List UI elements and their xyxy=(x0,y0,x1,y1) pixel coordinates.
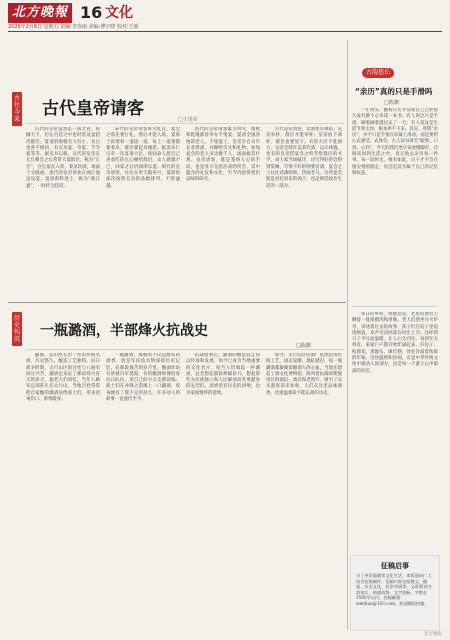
article1-byline: □王吴军 xyxy=(178,117,198,123)
article3-tag: 历史钩沉 xyxy=(12,312,22,346)
article2-body: 一年到头，翻看日历才发现自己已经很久没有静下心来读一本书。有人说这只是手滑，刷着刷着就过去了一天；有人说这是生活节奏太快，根本停不下来。其实，所谓“亲历”，并不只是手指在屏幕上滑动，而是要用心去感受、去体会。古人读书讲究“眼到、口到、心到”，今天的我们更应该放慢脚步，让阅读回到生活之中，真正地去亲历每一件事、每一段时光。唯有如此，日子才不会在指尖悄悄溜走，而会沉淀为属于自己的记忆和收获。 xyxy=(352,108,438,176)
page-footer: 北方晚报 xyxy=(424,632,442,637)
article-separator xyxy=(8,302,346,303)
article2-byline: □陈渊 xyxy=(384,100,399,106)
masthead-rule xyxy=(8,31,442,32)
article1-title: 古代皇帝请客 xyxy=(42,99,144,119)
masthead-subline: 2026年2月6日 星期五 责编:李春丽 美编:傅宇晓 校对:王丽 xyxy=(8,24,139,30)
right-separator xyxy=(352,306,438,307)
article1-column-1: 古代的皇帝虽然是一国之君，权倾天下，但在宫廷之中也时常设宴招待群臣。宴请的规模有大有小，名目也各不相同，有庆功宴、寿宴、节令宴等等。据史书记载，汉代的皇帝在元旦朝会之后常常大宴群臣，称为“正会”，百官依次入席，奏乐饮酒，场面十分隆重。唐代的皇帝喜欢在曲江池边设宴，宴请新科进士，称为“曲江宴”，一时传为佳话。 xyxy=(26,127,100,189)
article2-title: “亲历”真的只是手滑吗 xyxy=(355,87,433,96)
article1-column-3: 清代的皇帝请客最为讲究，康熙和乾隆都曾举办千叟宴，宴请全国各地的老人。千叟宴上，皇帝亲自为年长者斟酒，并赐给诗文和礼物。参加宴会的老人多达数千人，场面极其壮观。皇帝请客，既是笼络人心的手段，也是显示皇恩浩荡的机会，其中蕴含的礼仪和文化，至今仍值得我们品味和研究。 xyxy=(186,127,260,183)
article1-column-2: 宋代的皇帝请客讲究礼仪，宴会之前先要行礼，然后才能入席。宴席上的菜肴一道接一道，每上一道菜都要奏乐，群臣要起身谢恩。据说宋仁宗有一次宴请大臣，席间命人把自己喜欢吃的点心赐给群臣，众人感激不已，回家之后仍津津乐道。明代的皇帝请客，往往在奉天殿举行，宴席的座次按照官员的品级排列，不得逾越。 xyxy=(106,127,180,189)
article3-column-2: 一瓶潞酒，承载的不仅是醇厚的酒香，更是军民鱼水情深的历史记忆。在那段艰苦的岁月里，酿酒作坊有的被日军焚毁，有的酿酒师傅投身抗日队伍，用自己的方式支援前线。战士们在冲锋之前喝上一口潞酒，浑身便有了使不完的劲儿，许多动人的故事一直流传至今。 xyxy=(106,353,180,403)
article3-column-4: 如今，太行山区的酒厂依然沿用传统工艺，固态发酵、地缸储存，每一瓶潞酒都凝聚着酿酒人的心血。当地还建起了酒文化博物馆，陈列着抗战时期使用过的酒坛、酒具和老照片，吸引了众多游客前来参观。人们在这里品味酒香，也重温那段不能忘却的历史。 xyxy=(266,353,342,396)
article1-tag: 古往今来 xyxy=(12,92,22,126)
page-number: 16 xyxy=(80,3,103,22)
article1-rule xyxy=(26,123,344,124)
section-title: 文化 xyxy=(105,5,133,21)
article1-column-4: 古代皇帝请客，饮酒也有规矩。皇帝举杯，群臣才能举杯；皇帝放下酒杯，群臣也要放下。有的大臣不胜酒力，皇帝会特许以茶代酒，以示体恤。也有的皇帝借宴会之机考察群臣的才学，命大家当场赋诗，诗写得好的会得到赏赐，写得不好的则要罚酒，宴会之上往往诗酒唱和，热闹非凡。这些宴会既是君臣同乐的场合，也是朝廷政治生活的一部分。 xyxy=(266,127,342,189)
article3-column-3: 抗战胜利后，潞酒的酿造技艺得以传承和发展，如今已成为当地重要的文化名片。每当人们端起一杯潞酒，总会想起那段峥嵘岁月，想起那些为民族独立和人民解放而英勇献身的先烈们。酒香里有历史的回响，也有家国情怀的延续。 xyxy=(186,353,260,396)
newspaper-logo: 北方晚報 xyxy=(8,3,72,23)
masthead xyxy=(8,2,442,30)
call-for-papers-box xyxy=(350,555,440,631)
article3-byline: □陈渊 xyxy=(296,343,311,349)
article3-column-1: 潞酒，是山西长治一带的传统名酒，历史悠久，酿造工艺独特。抗日战争时期，太行山区的百姓与八路军同甘共苦，潞酒也见证了那段烽火连天的岁月。据老人们回忆，当年八路军总部驻扎在太行山，当地百姓常常把自家酿的潞酒送给战士们，用来消毒伤口、驱寒暖身。 xyxy=(26,353,100,403)
notice-title: 征稿启事 xyxy=(381,562,409,570)
article4-body: 冬日的乡村，炊烟袅袅，老屋的窗台上晒着一排排腊肉和香肠。老人们围坐在火炉旁，讲述着过去的故事，孩子们在院子里追逐嬉戏，欢声笑语回荡在村庄上空。这样的日子平凡而温暖，让人心生向往。每到年关将近，家家户户都开始忙碌起来，扫房子、贴窗花、蒸馒头、做年糕，处处洋溢着浓浓的年味。这份温情和热闹，正是中华传统文化中最动人的部分，也是每一个游子心中最深的牵挂。 xyxy=(352,312,438,374)
column-divider xyxy=(347,40,348,630)
article3-rule xyxy=(26,349,344,350)
article2-tag: 古韵悠长 xyxy=(362,68,394,78)
notice-body: 为了更好地繁荣文化生活，本版面向广大读者征集稿件。征稿内容包括散文、随笔、历史文化、民俗风情等，文章要求内容真实、情感真挚、文字流畅，字数在1500字以内。投稿邮箱：wenhua@163.com，欢迎踊跃投稿。 xyxy=(356,573,432,606)
article3-title: 一瓶潞酒，半部烽火抗战史 xyxy=(40,323,208,339)
